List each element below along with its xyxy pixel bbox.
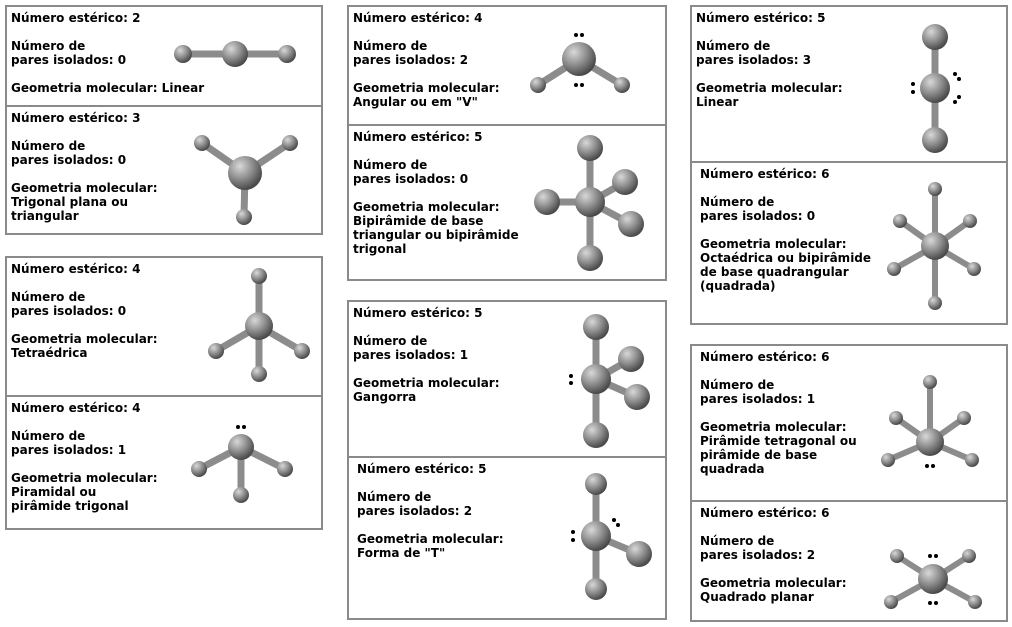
card-linear-lone-pairs xyxy=(692,7,1006,161)
card-bent xyxy=(349,7,665,124)
lone-pairs: Número de pares isolados: 2 xyxy=(700,534,816,562)
linear-lone-pairs-molecule-icon xyxy=(897,12,977,157)
steric-number: Número estérico: 6 xyxy=(700,506,830,520)
panel-middle-top xyxy=(347,5,667,281)
seesaw-molecule-icon xyxy=(561,307,661,452)
molecular-geometry: Geometria molecular: Bipirâmide de base triangular ou bipirâmide trigonal xyxy=(353,200,519,256)
card-octahedral xyxy=(692,161,1006,325)
steric-number: Número estérico: 5 xyxy=(357,462,487,476)
card-t-shaped xyxy=(349,456,665,620)
lone-pairs: Número de pares isolados: 3 xyxy=(696,39,812,67)
panel-middle-bottom xyxy=(347,300,667,620)
octahedral-molecule-icon xyxy=(882,171,992,319)
steric-number: Número estérico: 4 xyxy=(11,401,141,415)
lone-pairs: Número de pares isolados: 0 xyxy=(11,139,127,167)
lone-pairs: Número de pares isolados: 0 xyxy=(11,290,127,318)
t-shaped-molecule-icon xyxy=(561,464,661,614)
card-trigonal-planar xyxy=(7,105,321,235)
card-seesaw xyxy=(349,302,665,456)
molecular-geometry: Geometria molecular: Octaédrica ou bipirâmide de base quadrangular (quadrada) xyxy=(700,237,872,293)
steric-number: Número estérico: 6 xyxy=(700,350,830,364)
steric-number: Número estérico: 5 xyxy=(353,130,483,144)
linear-molecule-icon xyxy=(165,29,305,79)
molecular-geometry: Geometria molecular: Piramidal ou pirâmide trigonal xyxy=(11,471,158,513)
tetrahedral-molecule-icon xyxy=(202,266,317,386)
card-tetrahedral xyxy=(7,258,321,395)
molecular-geometry: Geometria molecular: Angular ou em "V" xyxy=(353,81,500,109)
lone-pairs: Número de pares isolados: 0 xyxy=(353,158,469,186)
card-square-planar xyxy=(692,500,1006,622)
molecular-geometry: Geometria molecular: Trigonal plana ou triangular xyxy=(11,181,158,223)
steric-number: Número estérico: 4 xyxy=(11,262,141,276)
square-planar-molecule-icon xyxy=(877,542,992,617)
bent-molecule-icon xyxy=(524,27,644,107)
lone-pairs: Número de pares isolados: 0 xyxy=(11,39,127,67)
lone-pairs: Número de pares isolados: 1 xyxy=(353,334,469,362)
panel-left-bottom xyxy=(5,256,323,530)
molecular-geometry: Geometria molecular: Pirâmide tetragonal ou pirâmide de base quadrada xyxy=(700,420,857,476)
card-square-pyramidal xyxy=(692,346,1006,500)
lone-pairs: Número de pares isolados: 2 xyxy=(357,490,473,518)
lone-pairs: Número de pares isolados: 2 xyxy=(353,39,469,67)
trigonal-pyramidal-molecule-icon xyxy=(187,417,307,507)
steric-number: Número estérico: 3 xyxy=(11,111,141,125)
card-trigonal-pyramidal xyxy=(7,395,321,530)
lone-pairs: Número de pares isolados: 1 xyxy=(11,429,127,457)
card-linear xyxy=(7,7,321,105)
molecular-geometry: Geometria molecular: Gangorra xyxy=(353,376,500,404)
molecular-geometry: Geometria molecular: Tetraédrica xyxy=(11,332,158,360)
steric-number: Número estérico: 2 xyxy=(11,11,141,25)
molecular-geometry: Geometria molecular: Linear xyxy=(696,81,843,109)
card-trigonal-bipyramidal xyxy=(349,124,665,281)
molecular-geometry: Geometria molecular: Quadrado planar xyxy=(700,576,847,604)
trigonal-bipyramidal-molecule-icon xyxy=(527,130,652,275)
panel-right-bottom xyxy=(690,344,1008,622)
trigonal-planar-molecule-icon xyxy=(187,121,307,229)
lone-pairs: Número de pares isolados: 0 xyxy=(700,195,816,223)
steric-number: Número estérico: 6 xyxy=(700,167,830,181)
steric-number: Número estérico: 5 xyxy=(696,11,826,25)
molecular-geometry: Geometria molecular: Linear xyxy=(11,81,205,95)
panel-right-top xyxy=(690,5,1008,325)
steric-number: Número estérico: 5 xyxy=(353,306,483,320)
square-pyramidal-molecule-icon xyxy=(874,366,994,476)
molecular-geometry: Geometria molecular: Forma de "T" xyxy=(357,532,504,560)
lone-pairs: Número de pares isolados: 1 xyxy=(700,378,816,406)
panel-left-top xyxy=(5,5,323,235)
steric-number: Número estérico: 4 xyxy=(353,11,483,25)
